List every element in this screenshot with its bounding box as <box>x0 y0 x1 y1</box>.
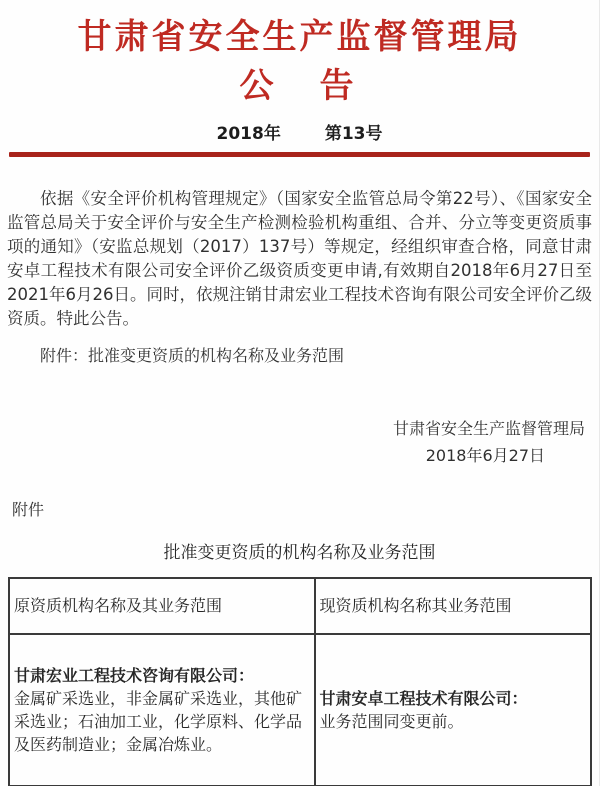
signature-org: 甘肃省安全生产监督管理局 <box>392 418 585 438</box>
table-header-row <box>9 578 591 634</box>
issue-number: 第13号 <box>324 123 383 144</box>
new-org-name: 甘肃安卓工程技术有限公司： <box>319 688 528 708</box>
announcement-body-paragraph: 依据《安全评价机构管理规定》（国家安全监管总局令第22号）、《国家安全监管总局关于安全评价与安全生产检测检验机构重组、合并、分立等变更资质事项的通知》（安监总规划（2017）137号）等规定，经组织审查合格，同意甘肃安卓工程技术有限公司安全评价乙级资质变更申请,有效期自2018年6月27日至2021年6月26日。同时，依规注销甘肃宏业工程技术咨询有限公司安全评价乙级资质。特此公告。 <box>7 188 592 328</box>
new-org-scope: 业务范围同变更前。 <box>319 711 464 731</box>
old-org-cell <box>9 634 315 786</box>
old-org-scope: 金属矿采选业，非金属矿采选业，其他矿采选业；石油加工业，化学原料、化学品及医药制造业；金属冶炼业。 <box>14 688 303 754</box>
attachment-section-label: 附件 <box>12 499 45 519</box>
document-title-line1: 甘肃省安全生产监督管理局 <box>77 19 522 56</box>
document-title-line2: 公 告 <box>239 67 360 105</box>
red-divider-rule <box>9 152 590 157</box>
table-header-new-org: 现资质机构名称其业务范围 <box>315 578 591 634</box>
signature-block <box>0 415 599 469</box>
signature-date: 2018年6月27日 <box>425 445 545 465</box>
issue-line <box>0 122 599 146</box>
issue-year: 2018年 <box>216 123 281 144</box>
table-row <box>9 634 591 786</box>
qualification-change-table <box>8 577 592 786</box>
attachment-note-line: 附件：批准变更资质的机构名称及业务范围 <box>40 345 345 365</box>
attachment-table-title: 批准变更资质的机构名称及业务范围 <box>163 542 436 563</box>
table-header-old-org: 原资质机构名称及其业务范围 <box>9 578 315 634</box>
old-org-name: 甘肃宏业工程技术咨询有限公司： <box>14 665 255 685</box>
new-org-cell <box>315 634 591 786</box>
